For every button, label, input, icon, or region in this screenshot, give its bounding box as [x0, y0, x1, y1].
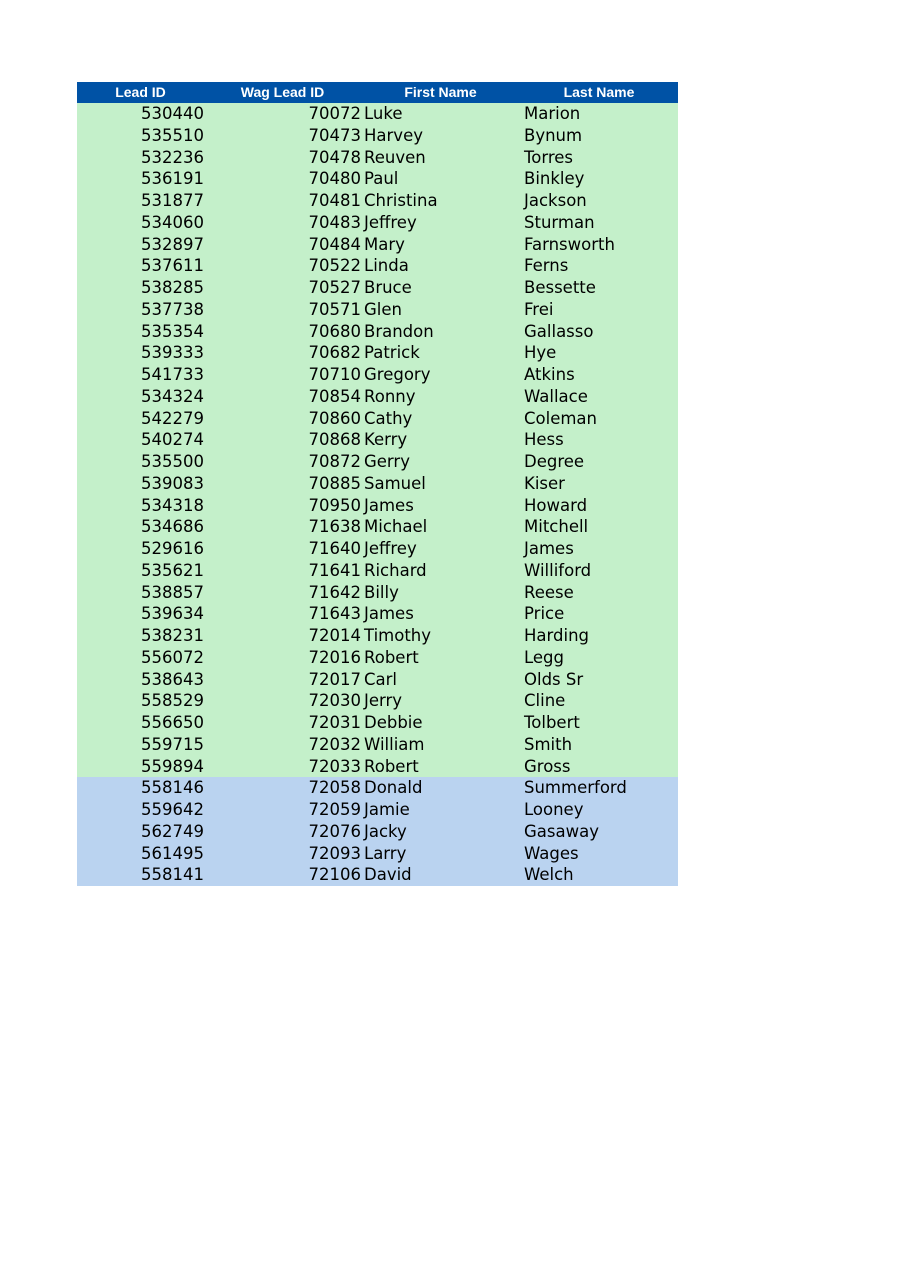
cell-wag-lead-id: 72031: [308, 713, 361, 732]
cell-last-name: Price: [524, 604, 565, 624]
table-row: [77, 168, 678, 190]
cell-lead-id: 537611: [141, 256, 204, 276]
cell-wag-lead-id: 70480: [308, 169, 361, 189]
cell-first-name: Christina: [364, 191, 438, 210]
cell-lead-id: 556650: [141, 713, 204, 732]
table-row: [77, 799, 678, 821]
table-row: [77, 647, 678, 669]
cell-wag-lead-id: 70872: [308, 452, 361, 471]
cell-wag-lead-id: 70860: [308, 408, 361, 428]
leads-table: [77, 82, 678, 886]
table-header-row: [77, 82, 678, 103]
cell-wag-lead-id: 70473: [308, 125, 361, 145]
cell-first-name: Gregory: [364, 365, 431, 384]
cell-last-name: Legg: [524, 647, 565, 667]
cell-lead-id: 537738: [141, 299, 204, 319]
cell-first-name: William: [364, 734, 425, 754]
cell-wag-lead-id: 71642: [308, 582, 361, 602]
table-row: [77, 190, 678, 212]
cell-last-name: Hess: [524, 430, 564, 450]
cell-last-name: Binkley: [524, 169, 585, 189]
table-row: [77, 429, 678, 451]
cell-last-name: Frei: [524, 299, 554, 319]
cell-lead-id: 559642: [141, 800, 204, 819]
cell-lead-id: 539083: [141, 473, 204, 493]
cell-lead-id: 538231: [141, 626, 204, 645]
cell-first-name: Mary: [364, 234, 405, 254]
table-row: [77, 451, 678, 473]
cell-last-name: Cline: [524, 691, 566, 711]
table-row: [77, 255, 678, 277]
cell-wag-lead-id: 70522: [308, 256, 361, 276]
cell-wag-lead-id: 71640: [308, 539, 361, 558]
cell-wag-lead-id: 71641: [308, 560, 361, 580]
cell-wag-lead-id: 70868: [308, 430, 361, 450]
cell-first-name: James: [364, 604, 414, 624]
cell-last-name: Gallasso: [524, 321, 594, 341]
cell-lead-id: 535354: [141, 321, 204, 341]
cell-lead-id: 539333: [141, 343, 204, 363]
cell-first-name: Patrick: [364, 343, 420, 363]
cell-last-name: Bynum: [524, 125, 583, 145]
table-row: [77, 234, 678, 256]
cell-last-name: Hye: [524, 343, 557, 363]
cell-first-name: Bruce: [364, 278, 412, 297]
cell-wag-lead-id: 71638: [308, 517, 361, 537]
cell-wag-lead-id: 70885: [308, 473, 361, 493]
header-lead-id: Lead ID: [115, 84, 166, 100]
cell-lead-id: 538857: [141, 582, 204, 602]
cell-lead-id: 534686: [141, 517, 204, 537]
cell-first-name: Jeffrey: [364, 212, 417, 232]
cell-last-name: Mitchell: [524, 517, 589, 537]
cell-first-name: Cathy: [364, 408, 413, 428]
table-row: [77, 299, 678, 321]
cell-last-name: Tolbert: [524, 713, 580, 732]
table-row: [77, 821, 678, 843]
cell-first-name: Paul: [364, 169, 399, 189]
cell-last-name: Bessette: [524, 278, 596, 297]
table-row: [77, 864, 678, 886]
cell-lead-id: 530440: [141, 104, 204, 123]
cell-lead-id: 558141: [141, 865, 204, 885]
cell-lead-id: 561495: [141, 843, 204, 863]
table-row: [77, 386, 678, 408]
table-row: [77, 321, 678, 343]
table-row: [77, 364, 678, 386]
cell-wag-lead-id: 70483: [308, 212, 361, 232]
cell-last-name: Torres: [524, 147, 574, 167]
cell-last-name: Reese: [524, 582, 574, 602]
cell-lead-id: 540274: [141, 430, 204, 450]
cell-lead-id: 532236: [141, 147, 204, 167]
table-row: [77, 408, 678, 430]
cell-wag-lead-id: 72106: [308, 865, 361, 885]
cell-wag-lead-id: 70527: [308, 278, 361, 297]
cell-lead-id: 538643: [141, 669, 204, 689]
table-row: [77, 756, 678, 778]
cell-wag-lead-id: 70072: [308, 104, 361, 123]
cell-lead-id: 532897: [141, 234, 204, 254]
cell-wag-lead-id: 71643: [308, 604, 361, 624]
cell-last-name: Looney: [524, 800, 584, 819]
cell-lead-id: 534324: [141, 386, 204, 406]
cell-first-name: Gerry: [364, 452, 410, 471]
cell-last-name: Sturman: [524, 212, 595, 232]
cell-first-name: Linda: [364, 256, 409, 276]
cell-wag-lead-id: 72017: [308, 669, 361, 689]
cell-first-name: Ronny: [364, 386, 416, 406]
cell-first-name: Jamie: [364, 800, 410, 819]
cell-lead-id: 539634: [141, 604, 204, 624]
cell-wag-lead-id: 70950: [308, 495, 361, 515]
cell-lead-id: 535500: [141, 452, 204, 471]
cell-lead-id: 535510: [141, 125, 204, 145]
table-row: [77, 495, 678, 517]
table-row: [77, 277, 678, 299]
cell-lead-id: 556072: [141, 647, 204, 667]
cell-lead-id: 558146: [141, 778, 204, 798]
cell-first-name: Reuven: [364, 147, 426, 167]
cell-first-name: Michael: [364, 517, 428, 537]
cell-first-name: Samuel: [364, 473, 426, 493]
table-row: [77, 625, 678, 647]
cell-wag-lead-id: 70571: [308, 299, 361, 319]
cell-lead-id: 531877: [141, 191, 204, 210]
header-last-name: Last Name: [563, 84, 635, 100]
cell-last-name: Welch: [524, 865, 574, 885]
table-row: [77, 103, 678, 125]
header-wag-lead-id: Wag Lead ID: [240, 84, 325, 100]
cell-first-name: Debbie: [364, 713, 423, 732]
cell-wag-lead-id: 72014: [308, 626, 361, 645]
cell-lead-id: 534060: [141, 212, 204, 232]
cell-first-name: Robert: [364, 756, 419, 776]
cell-last-name: Kiser: [524, 473, 565, 493]
table-row: [77, 560, 678, 582]
cell-last-name: Gross: [524, 756, 571, 776]
cell-last-name: Atkins: [524, 365, 575, 384]
table-row: [77, 473, 678, 495]
table-row: [77, 690, 678, 712]
cell-first-name: Jacky: [364, 821, 407, 841]
table-body: [77, 103, 678, 886]
cell-first-name: Harvey: [364, 125, 423, 145]
cell-lead-id: 559894: [141, 756, 204, 776]
cell-first-name: Brandon: [364, 321, 434, 341]
cell-lead-id: 536191: [141, 169, 204, 189]
cell-wag-lead-id: 72016: [308, 647, 361, 667]
cell-last-name: Wages: [524, 843, 579, 863]
table-row: [77, 342, 678, 364]
cell-first-name: Billy: [364, 582, 399, 602]
cell-last-name: Degree: [524, 452, 585, 471]
table-row: [77, 734, 678, 756]
table-row: [77, 212, 678, 234]
cell-first-name: Glen: [364, 299, 402, 319]
cell-last-name: Marion: [524, 104, 581, 123]
cell-lead-id: 542279: [141, 408, 204, 428]
table-row: [77, 147, 678, 169]
cell-wag-lead-id: 70481: [308, 191, 361, 210]
cell-lead-id: 529616: [141, 539, 204, 558]
cell-first-name: Donald: [364, 778, 423, 798]
table-row: [77, 125, 678, 147]
cell-first-name: Timothy: [364, 626, 432, 645]
cell-last-name: Harding: [524, 626, 590, 645]
cell-wag-lead-id: 72076: [308, 821, 361, 841]
cell-wag-lead-id: 72032: [308, 734, 361, 754]
cell-lead-id: 538285: [141, 278, 204, 297]
cell-wag-lead-id: 72058: [308, 778, 361, 798]
cell-last-name: Wallace: [524, 386, 588, 406]
cell-wag-lead-id: 70682: [308, 343, 361, 363]
table-row: [77, 538, 678, 560]
cell-last-name: Williford: [524, 560, 592, 580]
cell-last-name: Olds Sr: [524, 669, 584, 689]
cell-last-name: Smith: [524, 734, 573, 754]
cell-first-name: Jerry: [364, 691, 403, 711]
cell-wag-lead-id: 70854: [308, 386, 361, 406]
cell-lead-id: 559715: [141, 734, 204, 754]
cell-last-name: Coleman: [524, 408, 597, 428]
cell-wag-lead-id: 70680: [308, 321, 361, 341]
table-row: [77, 516, 678, 538]
cell-last-name: Jackson: [524, 191, 587, 210]
cell-lead-id: 534318: [141, 495, 204, 515]
cell-wag-lead-id: 70478: [308, 147, 361, 167]
cell-last-name: Farnsworth: [524, 234, 615, 254]
cell-first-name: Kerry: [364, 430, 408, 450]
cell-wag-lead-id: 72059: [308, 800, 361, 819]
table-row: [77, 777, 678, 799]
cell-last-name: Howard: [524, 495, 588, 515]
cell-last-name: Summerford: [524, 778, 627, 798]
header-first-name: First Name: [404, 84, 477, 100]
cell-wag-lead-id: 72093: [308, 843, 361, 863]
cell-first-name: Luke: [364, 104, 403, 123]
table-row: [77, 669, 678, 691]
table-row: [77, 843, 678, 865]
cell-first-name: Robert: [364, 647, 419, 667]
table-row: [77, 603, 678, 625]
cell-first-name: David: [364, 865, 412, 885]
cell-wag-lead-id: 72030: [308, 691, 361, 711]
cell-first-name: Jeffrey: [364, 539, 417, 558]
cell-lead-id: 535621: [141, 560, 204, 580]
cell-first-name: Larry: [364, 843, 407, 863]
table-row: [77, 582, 678, 604]
cell-wag-lead-id: 72033: [308, 756, 361, 776]
cell-first-name: Richard: [364, 560, 427, 580]
cell-wag-lead-id: 70484: [308, 234, 361, 254]
table-row: [77, 712, 678, 734]
cell-last-name: Gasaway: [524, 821, 599, 841]
cell-lead-id: 558529: [141, 691, 204, 711]
cell-lead-id: 541733: [141, 365, 204, 384]
cell-first-name: James: [364, 495, 414, 515]
cell-first-name: Carl: [364, 669, 397, 689]
cell-last-name: James: [524, 539, 574, 558]
cell-last-name: Ferns: [524, 256, 569, 276]
cell-lead-id: 562749: [141, 821, 204, 841]
cell-wag-lead-id: 70710: [308, 365, 361, 384]
